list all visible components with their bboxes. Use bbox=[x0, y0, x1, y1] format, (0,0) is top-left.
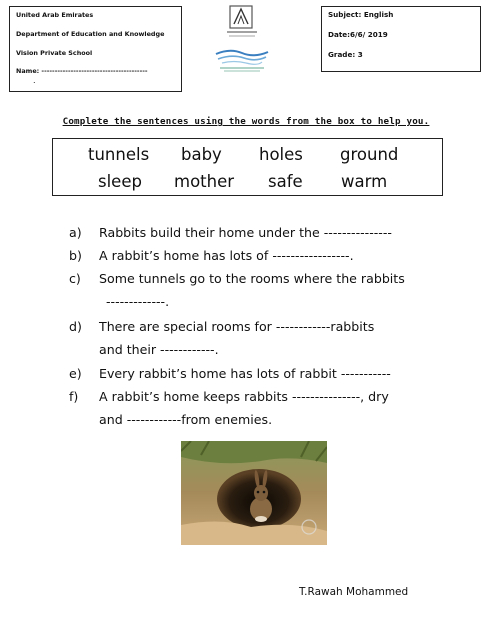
department-label: Department of Education and Knowledge bbox=[16, 30, 165, 38]
teacher-name: T.Rawah Mohammed bbox=[299, 586, 409, 598]
question-letter: e) bbox=[69, 366, 82, 381]
subject-info-box bbox=[321, 6, 481, 72]
question-text: Some tunnels go to the rooms where the rabbits bbox=[99, 271, 405, 286]
word-warm: warm bbox=[341, 172, 388, 191]
grade-label: Grade: 3 bbox=[328, 50, 363, 59]
question-f-continued: and ------------from enemies. bbox=[99, 412, 273, 427]
ministry-emblem-icon bbox=[212, 4, 272, 74]
question-text: Rabbits build their home under the --------------- bbox=[99, 225, 392, 240]
question-c-continued: -------------. bbox=[106, 294, 170, 309]
word-bank-box bbox=[52, 138, 443, 196]
question-text: A rabbit’s home keeps rabbits ---------------, dry bbox=[99, 389, 389, 404]
subject-label: Subject: English bbox=[328, 10, 394, 19]
school-label: Vision Private School bbox=[16, 49, 93, 57]
word-mother: mother bbox=[174, 172, 235, 191]
name-field[interactable]: Name: ---------------------------------------- bbox=[16, 67, 148, 75]
word-baby: baby bbox=[181, 145, 222, 164]
question-letter: f) bbox=[69, 389, 79, 404]
question-d-continued: and their ------------. bbox=[99, 342, 219, 357]
question-letter: b) bbox=[69, 248, 82, 263]
instruction-text: Complete the sentences using the words from the box to help you. bbox=[62, 116, 430, 127]
date-label: Date:6/6/ 2019 bbox=[328, 30, 388, 39]
question-letter: d) bbox=[69, 319, 82, 334]
word-ground: ground bbox=[340, 145, 399, 164]
word-sleep: sleep bbox=[98, 172, 142, 191]
word-tunnels: tunnels bbox=[88, 145, 150, 164]
country-label: United Arab Emirates bbox=[16, 11, 94, 19]
rabbit-burrow-photo-icon bbox=[181, 441, 327, 545]
question-text: A rabbit’s home has lots of -----------------. bbox=[99, 248, 354, 263]
question-text: There are special rooms for ------------rabbits bbox=[99, 319, 375, 334]
name-dot: . bbox=[33, 76, 36, 85]
question-letter: c) bbox=[69, 271, 81, 286]
word-safe: safe bbox=[268, 172, 303, 191]
word-holes: holes bbox=[259, 145, 303, 164]
question-text: Every rabbit’s home has lots of rabbit ----------- bbox=[99, 366, 391, 381]
question-letter: a) bbox=[69, 225, 82, 240]
